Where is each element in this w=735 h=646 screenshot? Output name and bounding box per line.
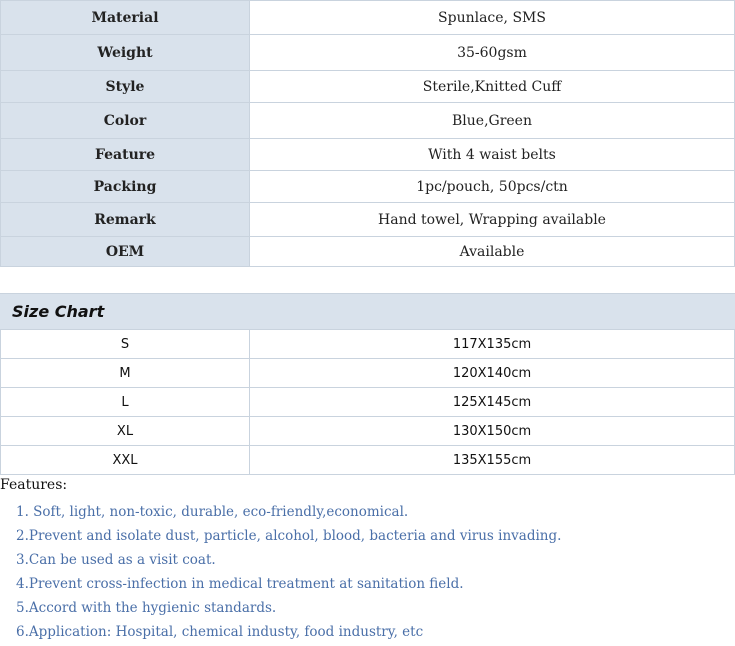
spec-value: With 4 waist belts bbox=[250, 139, 735, 171]
size-label: L bbox=[1, 388, 250, 417]
spec-label: Remark bbox=[1, 203, 250, 237]
size-dimensions: 117X135cm bbox=[250, 330, 735, 359]
size-row bbox=[1, 388, 735, 417]
spec-row-oem bbox=[1, 237, 735, 267]
size-chart-title: Size Chart bbox=[0, 293, 735, 329]
size-dimensions: 125X145cm bbox=[250, 388, 735, 417]
feature-item: 1. Soft, light, non-toxic, durable, eco-friendly,economical. bbox=[16, 504, 409, 520]
size-row bbox=[1, 417, 735, 446]
size-dimensions: 135X155cm bbox=[250, 446, 735, 475]
spec-row-color bbox=[1, 103, 735, 139]
spec-value: Available bbox=[250, 237, 735, 267]
size-dimensions: 120X140cm bbox=[250, 359, 735, 388]
spec-label: Packing bbox=[1, 171, 250, 203]
spec-label: Weight bbox=[1, 35, 250, 71]
spec-value: 1pc/pouch, 50pcs/ctn bbox=[250, 171, 735, 203]
feature-item: 3.Can be used as a visit coat. bbox=[16, 552, 216, 568]
spec-label: Style bbox=[1, 71, 250, 103]
size-dimensions: 130X150cm bbox=[250, 417, 735, 446]
spec-row-packing bbox=[1, 171, 735, 203]
spec-row-feature bbox=[1, 139, 735, 171]
spec-label: Color bbox=[1, 103, 250, 139]
spec-row-style bbox=[1, 71, 735, 103]
spec-table bbox=[0, 0, 735, 267]
feature-item: 4.Prevent cross-infection in medical treatment at sanitation field. bbox=[16, 576, 464, 592]
size-label: S bbox=[1, 330, 250, 359]
spec-label: OEM bbox=[1, 237, 250, 267]
spec-row-remark bbox=[1, 203, 735, 237]
spec-value: Hand towel, Wrapping available bbox=[250, 203, 735, 237]
spec-row-material bbox=[1, 1, 735, 35]
size-chart-table bbox=[0, 329, 735, 475]
features-heading: Features: bbox=[0, 477, 68, 493]
size-row bbox=[1, 446, 735, 475]
spec-row-weight bbox=[1, 35, 735, 71]
size-row bbox=[1, 359, 735, 388]
size-row bbox=[1, 330, 735, 359]
spec-label: Feature bbox=[1, 139, 250, 171]
spec-value: 35-60gsm bbox=[250, 35, 735, 71]
features-list bbox=[16, 502, 561, 646]
spec-value: Spunlace, SMS bbox=[250, 1, 735, 35]
feature-item: 2.Prevent and isolate dust, particle, alcohol, blood, bacteria and virus invading. bbox=[16, 528, 562, 544]
size-label: XL bbox=[1, 417, 250, 446]
size-label: XXL bbox=[1, 446, 250, 475]
spec-value: Blue,Green bbox=[250, 103, 735, 139]
spec-value: Sterile,Knitted Cuff bbox=[250, 71, 735, 103]
feature-item: 5.Accord with the hygienic standards. bbox=[16, 600, 277, 616]
spec-label: Material bbox=[1, 1, 250, 35]
feature-item: 6.Application: Hospital, chemical industy, food industry, etc bbox=[16, 624, 424, 640]
size-label: M bbox=[1, 359, 250, 388]
